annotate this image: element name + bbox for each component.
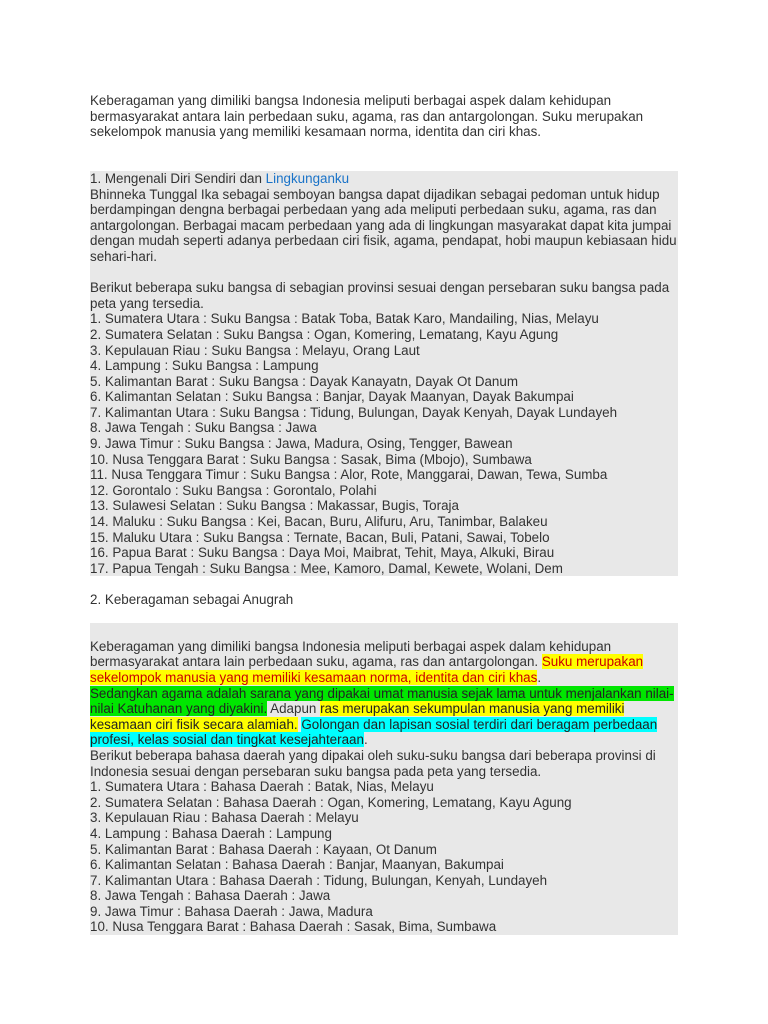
section2-list-intro: Berikut beberapa bahasa daerah yang dipakai oleh suku-suku bangsa dari beberapa provinsi di Indonesia sesuai dengan persebaran suku bangsa pada peta yang tersedia.: [90, 747, 656, 779]
list-item: 4. Lampung : Suku Bangsa : Lampung: [90, 358, 319, 374]
list-item: 8. Jawa Tengah : Suku Bangsa : Jawa: [90, 420, 317, 436]
section1-block: [90, 171, 678, 576]
section2-paragraph: [90, 639, 678, 748]
list-item: 1. Sumatera Utara : Suku Bangsa : Batak Toba, Batak Karo, Mandailing, Nias, Melayu: [90, 311, 599, 327]
suku-bangsa-list: [90, 311, 678, 576]
section2-title: 2. Keberagaman sebagai Anugrah: [90, 592, 294, 607]
list-item: 17. Papua Tengah : Suku Bangsa : Mee, Kamoro, Damal, Kewete, Wolani, Dem: [90, 560, 563, 576]
spacer: [90, 265, 678, 281]
spacer: [90, 608, 678, 624]
section2-text: Keberagaman yang dimiliki bangsa Indonesia meliputi berbagai aspek dalam kehidupan bermasyarakat antara lain perbedaan suku, agama, ras dan antargolongan.: [90, 638, 612, 670]
list-item: 7. Kalimantan Utara : Suku Bangsa : Tidung, Bulungan, Dayak Kenyah, Dayak Lundayeh: [90, 404, 618, 420]
list-item: 4. Lampung : Bahasa Daerah : Lampung: [90, 825, 332, 841]
list-item: 5. Kalimantan Barat : Bahasa Daerah : Kayaan, Ot Danum: [90, 841, 437, 857]
section2-text: Adapun: [267, 701, 321, 717]
list-item: 13. Sulawesi Selatan : Suku Bangsa : Makassar, Bugis, Toraja: [90, 498, 459, 514]
list-item: 16. Papua Barat : Suku Bangsa : Daya Moi, Maibrat, Tehit, Maya, Alkuki, Birau: [90, 545, 555, 561]
spacer: [90, 576, 678, 592]
spacer: [90, 140, 678, 171]
section2-block: [90, 623, 678, 935]
section1-paragraph: Bhinneka Tunggal Ika sebagai semboyan bangsa dapat dijadikan sebagai pedoman untuk hidup berdampingan dengna berbagai perbedaan yang ada meliputi perbedaan suku, agama, ras dan antargolongan. Berbagai macam perbedaan yang ada di lingkungan masyarakat dapat kita jumpai dengan mudah seperti adanya perbedaan ciri fisik, agama, pendapat, hobi maupun kebiasaan hidu sehari-hari.: [90, 186, 677, 264]
section1-list-intro: Berikut beberapa suku bangsa di sebagian provinsi sesuai dengan persebaran suku bangsa pada peta yang tersedia.: [90, 280, 670, 311]
list-item: 1. Sumatera Utara : Bahasa Daerah : Batak, Nias, Melayu: [90, 779, 434, 795]
list-item: 6. Kalimantan Selatan : Suku Bangsa : Banjar, Dayak Maanyan, Dayak Bakumpai: [90, 389, 574, 405]
list-item: 9. Jawa Timur : Suku Bangsa : Jawa, Madura, Osing, Tengger, Bawean: [90, 436, 513, 452]
bahasa-daerah-list: [90, 779, 678, 935]
highlight-golongan: Golongan dan lapisan sosial terdiri dari beragam perbedaan profesi, kelas sosial dan tingkat kesejahteraan: [90, 716, 658, 748]
section2-text: .: [537, 669, 542, 685]
list-item: 10. Nusa Tenggara Barat : Suku Bangsa : Sasak, Bima (Mbojo), Sumbawa: [90, 451, 532, 467]
list-item: 2. Sumatera Selatan : Suku Bangsa : Ogan, Komering, Lematang, Kayu Agung: [90, 326, 559, 342]
list-item: 15. Maluku Utara : Suku Bangsa : Ternate, Bacan, Buli, Patani, Sawai, Tobelo: [90, 529, 550, 545]
document-page: [90, 93, 678, 935]
list-item: 7. Kalimantan Utara : Bahasa Daerah : Tidung, Bulungan, Kenyah, Lundayeh: [90, 872, 548, 888]
list-item: 3. Kepulauan Riau : Suku Bangsa : Melayu, Orang Laut: [90, 342, 420, 358]
highlight-ras: ras merupakan sekumpulan manusia yang memiliki kesamaan ciri fisik secara alamiah.: [90, 701, 625, 732]
intro-paragraph: Keberagaman yang dimiliki bangsa Indonesia meliputi berbagai aspek dalam kehidupan bermasyarakat antara lain perbedaan suku, agama, ras dan antargolongan. Suku merupakan sekelompok manusia yang memiliki kesamaan norma, identita dan ciri khas.: [90, 93, 644, 140]
list-item: 10. Nusa Tenggara Barat : Bahasa Daerah : Sasak, Bima, Sumbawa: [90, 919, 497, 935]
highlight-agama: Sedangkan agama adalah sarana yang dipakai umat manusia sejak lama untuk menjalankan nilai-nilai Katuhanan yang diyakini.: [90, 685, 674, 717]
list-item: 5. Kalimantan Barat : Suku Bangsa : Dayak Kanayatn, Dayak Ot Danum: [90, 373, 518, 389]
list-item: 3. Kepulauan Riau : Bahasa Daerah : Melayu: [90, 810, 359, 826]
list-item: 2. Sumatera Selatan : Bahasa Daerah : Ogan, Komering, Lematang, Kayu Agung: [90, 794, 572, 810]
list-item: 6. Kalimantan Selatan : Bahasa Daerah : Banjar, Maanyan, Bakumpai: [90, 857, 504, 873]
list-item: 14. Maluku : Suku Bangsa : Kei, Bacan, Buru, Alifuru, Aru, Tanimbar, Balakeu: [90, 514, 548, 530]
list-item: 9. Jawa Timur : Bahasa Daerah : Jawa, Madura: [90, 903, 373, 919]
section1-title-prefix: 1. Mengenali Diri Sendiri dan: [90, 170, 266, 186]
section1-title: [90, 171, 678, 187]
highlight-suku: Suku merupakan sekelompok manusia yang memiliki kesamaan norma, identita dan ciri khas: [90, 654, 644, 685]
section2-text: .: [363, 732, 368, 748]
list-item: 11. Nusa Tenggara Timur : Suku Bangsa : Alor, Rote, Manggarai, Dawan, Tewa, Sumba: [90, 467, 608, 483]
list-item: 8. Jawa Tengah : Bahasa Daerah : Jawa: [90, 888, 331, 904]
lingkunganku-link[interactable]: Lingkunganku: [265, 170, 350, 186]
list-item: 12. Gorontalo : Suku Bangsa : Gorontalo, Polahi: [90, 482, 377, 498]
